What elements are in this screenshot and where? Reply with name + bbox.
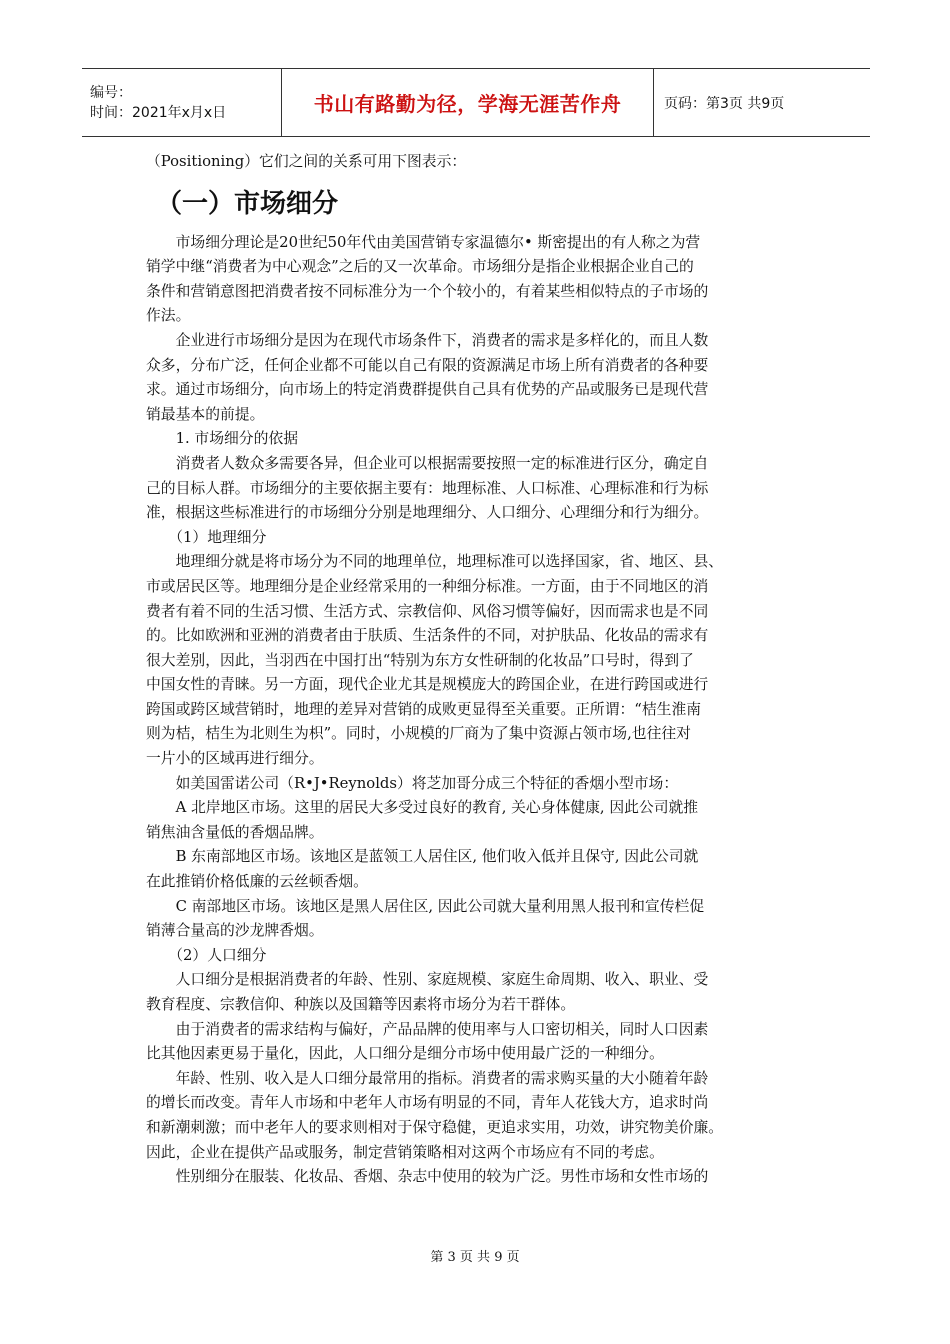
body-line: 条件和营销意图把消费者按不同标准分为一个个较小的，有着某些相似特点的子市场的 — [146, 282, 709, 300]
body-line: 跨国或跨区域营销时，地理的差异对营销的成败更显得至关重要。正所谓：“桔生淮南 — [146, 700, 702, 718]
document-number-label: 编号： — [90, 84, 132, 101]
header-page-label: 页码：第3页 共9页 — [664, 95, 785, 112]
header-motto-cell — [282, 69, 654, 136]
section-title: （一）市场细分 — [156, 188, 339, 219]
body-line: 作法。 — [146, 307, 191, 325]
body-line: 人口细分是根据消费者的年龄、性别、家庭规模、家庭生命周期、收入、职业、受 — [146, 971, 709, 989]
body-line: 性别细分在服装、化妆品、香烟、杂志中使用的较为广泛。男性市场和女性市场的 — [146, 1168, 709, 1186]
body-line: 在此推销价格低廉的云丝顿香烟。 — [146, 873, 368, 891]
body-line: C 南部地区市场。该地区是黑人居住区, 因此公司就大量利用黑人报刊和宣传栏促 — [146, 897, 705, 915]
body-line: 销薄合量高的沙龙牌香烟。 — [146, 922, 324, 940]
header-meta — [82, 69, 282, 136]
body-line: 费者有着不同的生活习惯、生活方式、宗教信仰、风俗习惯等偏好，因而需求也是不同 — [146, 602, 709, 620]
body-line: 销学中继“消费者为中心观念”之后的又一次革命。市场细分是指企业根据企业自己的 — [146, 258, 694, 276]
document-time-label: 时间：2021年x月x日 — [90, 104, 227, 121]
body-line: 因此，企业在提供产品或服务，制定营销策略相对这两个市场应有不同的考虑。 — [146, 1143, 664, 1161]
body-line: 市场细分理论是20世纪50年代由美国营销专家温德尔• 斯密提出的有人称之为营 — [146, 233, 701, 251]
body-text — [146, 231, 810, 1190]
page-footer: 第 3 页 共 9 页 — [430, 1250, 520, 1265]
body-line: 己的目标人群。市场细分的主要依据主要有：地理标准、人口标准、心理标准和行为标 — [146, 479, 709, 497]
body-line: 企业进行市场细分是因为在现代市场条件下，消费者的需求是多样化的，而且人数 — [146, 331, 709, 349]
body-line: 准，根据这些标准进行的市场细分分别是地理细分、人口细分、心理细分和行为细分。 — [146, 504, 709, 522]
intro-line: （Positioning）它们之间的关系可用下图表示： — [146, 153, 467, 170]
body-line: 销焦油含量低的香烟品牌。 — [146, 823, 324, 841]
body-line: 众多，分布广泛，任何企业都不可能以自己有限的资源满足市场上所有消费者的各种要 — [146, 356, 709, 374]
body-line: 市或居民区等。地理细分是企业经常采用的一种细分标准。一方面，由于不同地区的消 — [146, 577, 709, 595]
body-line: B 东南部地区市场。该地区是蓝领工人居住区, 他们收入低并且保守, 因此公司就 — [146, 848, 699, 866]
body-line: 销最基本的前提。 — [146, 405, 265, 423]
header-page-cell — [654, 69, 870, 136]
body-line: A 北岸地区市场。这里的居民大多受过良好的教育, 关心身体健康, 因此公司就推 — [146, 799, 699, 817]
body-line: 和新潮刺激；而中老年人的要求则相对于保守稳健，更追求实用，功效，讲究物美价廉。 — [146, 1118, 724, 1136]
body-line: 一片小的区域再进行细分。 — [146, 750, 324, 768]
body-line: 的。比如欧洲和亚洲的消费者由于肤质、生活条件的不同，对护肤品、化妆品的需求有 — [146, 627, 709, 645]
body-line: 地理细分就是将市场分为不同的地理单位，地理标准可以选择国家，省、地区、县、 — [146, 553, 724, 571]
body-line: 很大差别，因此，当羽西在中国打出“特别为东方女性研制的化妆品”口号时，得到了 — [146, 651, 694, 669]
body-line: （1）地理细分 — [146, 528, 267, 546]
header-motto: 书山有路勤为径，学海无涯苦作舟 — [313, 92, 622, 116]
body-line: 消费者人数众多需要各异，但企业可以根据需要按照一定的标准进行区分，确定自 — [146, 454, 709, 472]
body-line: 的增长而改变。青年人市场和中老年人市场有明显的不同，青年人花钱大方，追求时尚 — [146, 1094, 709, 1112]
body-line: 1. 市场细分的依据 — [146, 430, 298, 448]
body-line: 如美国雷诺公司（R•J•Reynolds）将芝加哥分成三个特征的香烟小型市场： — [146, 774, 679, 792]
body-line: 教育程度、宗教信仰、种族以及国籍等因素将市场分为若干群体。 — [146, 996, 576, 1013]
body-line: 中国女性的青睐。另一方面，现代企业尤其是规模庞大的跨国企业，在进行跨国或进行 — [146, 676, 709, 694]
page-header — [82, 68, 870, 137]
body-line: 求。通过市场细分，向市场上的特定消费群提供自己具有优势的产品或服务已是现代营 — [146, 381, 709, 399]
body-line: 比其他因素更易于量化，因此，人口细分是细分市场中使用最广泛的一种细分。 — [146, 1045, 664, 1063]
document-body — [146, 150, 810, 1190]
body-line: 由于消费者的需求结构与偏好，产品品牌的使用率与人口密切相关，同时人口因素 — [146, 1020, 709, 1038]
body-line: （2）人口细分 — [146, 946, 267, 964]
body-line: 则为桔，桔生为北则生为枳”。同时，小规模的厂商为了集中资源占领市场,也往往对 — [146, 725, 691, 743]
body-line: 年龄、性别、收入是人口细分最常用的指标。消费者的需求购买量的大小随着年龄 — [146, 1069, 709, 1087]
